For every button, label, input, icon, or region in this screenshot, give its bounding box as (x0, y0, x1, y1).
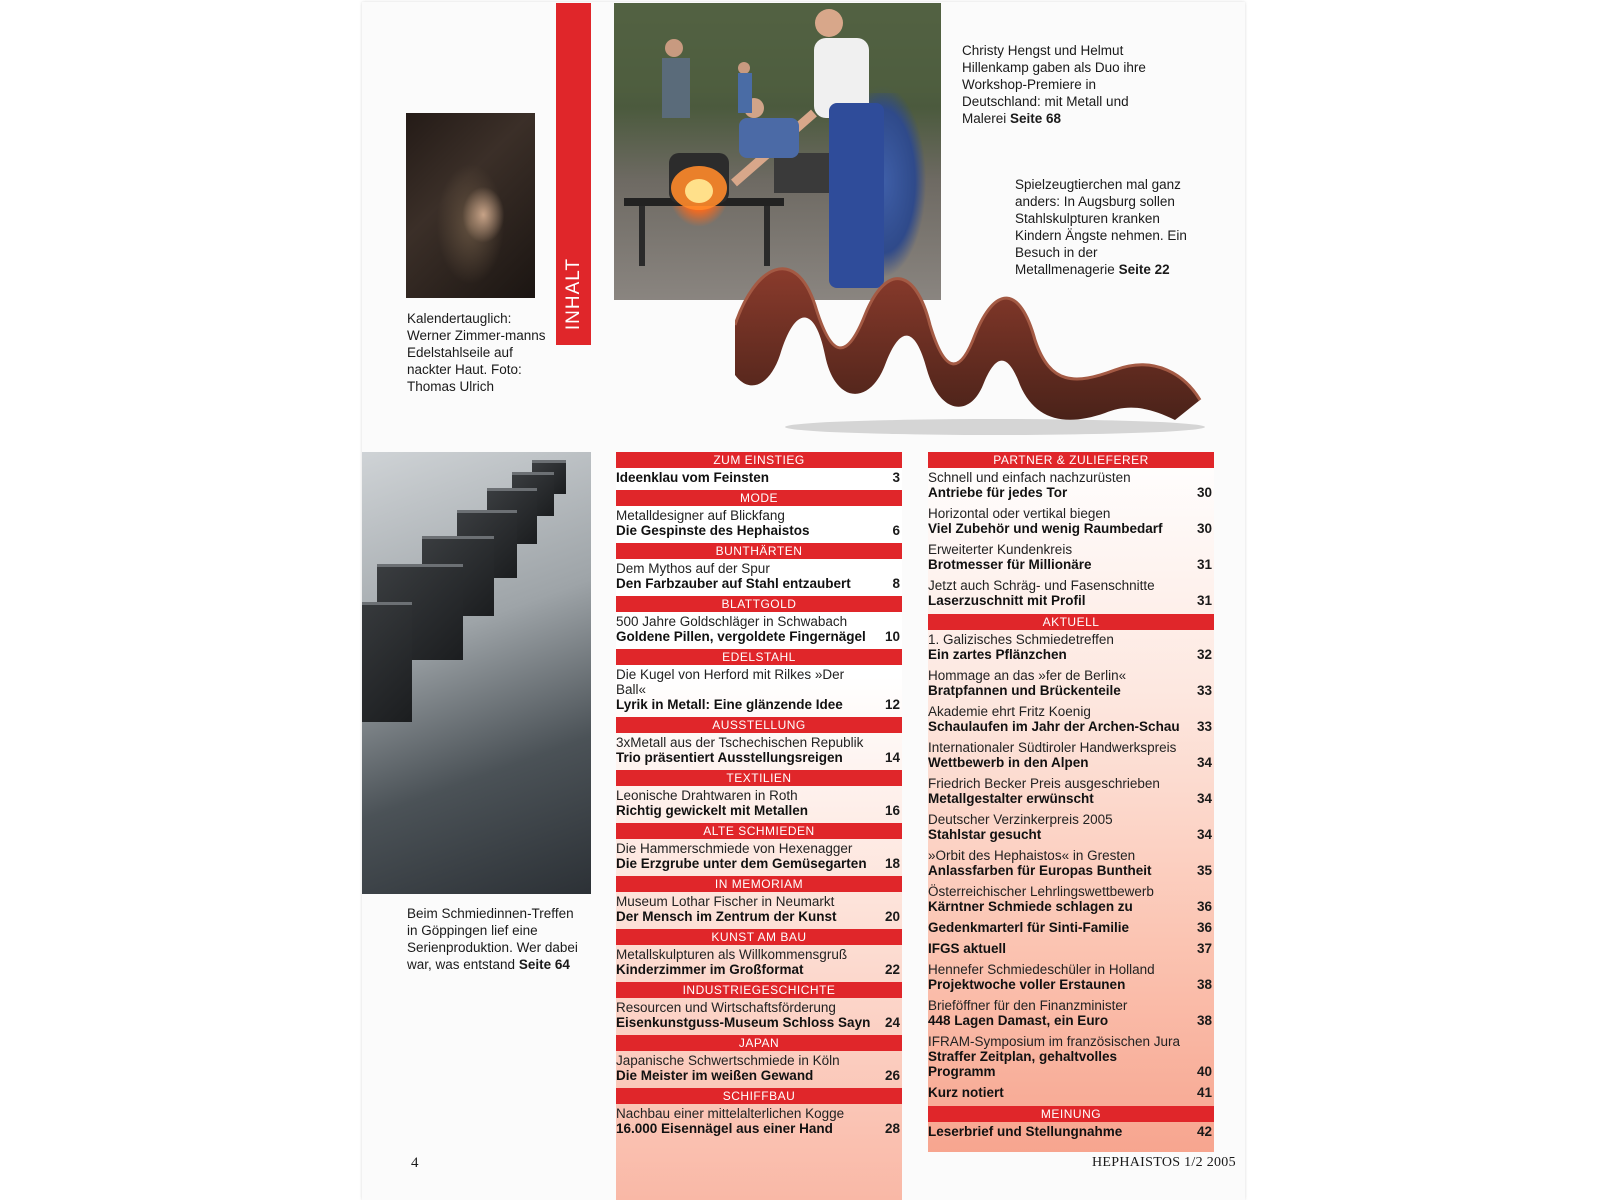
toc-entry-page-number: 24 (884, 1015, 900, 1030)
page-number: 4 (411, 1155, 419, 1171)
toc-entry-page-number: 30 (1196, 485, 1212, 500)
toc-entry-headline: Kinderzimmer im Großformat (616, 962, 804, 977)
toc-entry[interactable] (928, 941, 1214, 956)
toc-entry-headline: Lyrik in Metall: Eine glänzende Idee (616, 697, 843, 712)
photo-forged-cubes (362, 452, 591, 894)
toc-entry-page-number: 16 (884, 803, 900, 818)
toc-entry-headline: 16.000 Eisennägel aus einer Hand (616, 1121, 833, 1136)
toc-entry[interactable] (616, 667, 902, 712)
photo-woman-steel-ropes (406, 113, 535, 298)
toc-entry-headline: Den Farbzauber auf Stahl entzaubert (616, 576, 851, 591)
toc-entry-headline: Viel Zubehör und wenig Raumbedarf (928, 521, 1163, 536)
section-heading: JAPAN (616, 1035, 902, 1051)
section-heading: AKTUELL (928, 614, 1214, 630)
toc-entry[interactable] (616, 894, 902, 924)
toc-entry-kicker: Die Hammerschmiede von Hexenagger (616, 841, 853, 856)
toc-entry-page-number: 8 (892, 576, 900, 591)
section-heading: BUNTHÄRTEN (616, 543, 902, 559)
toc-entry-headline: Richtig gewickelt mit Metallen (616, 803, 809, 818)
caption-cubes-page-ref: Seite 64 (518, 957, 570, 972)
toc-entry-headline: Trio präsentiert Ausstellungsreigen (616, 750, 843, 765)
toc-entry[interactable] (928, 848, 1214, 878)
toc-entry-headline: Kurz notiert (928, 1085, 1004, 1100)
caption-toys-text: Spielzeugtierchen mal ganz anders: In Augsburg sollen Stahlskulpturen kranken Kindern Ängste nehmen. Ein Besuch in der Metallmenagerie (1015, 177, 1187, 277)
toc-entry-kicker: Dem Mythos auf der Spur (616, 561, 770, 576)
toc-entry-headline: Bratpfannen und Brückenteile (928, 683, 1121, 698)
toc-entry[interactable] (928, 884, 1214, 914)
section-heading: ALTE SCHMIEDEN (616, 823, 902, 839)
toc-entry-kicker: Resourcen und Wirtschaftsförderung (616, 1000, 836, 1015)
toc-entry-headline: Anlassfarben für Europas Buntheit (928, 863, 1152, 878)
toc-entry-kicker: Hommage an das »fer de Berlin« (928, 668, 1127, 683)
section-heading: TEXTILIEN (616, 770, 902, 786)
toc-right-column (928, 452, 1214, 1152)
toc-entry[interactable] (616, 947, 902, 977)
toc-entry-headline: Antriebe für jedes Tor (928, 485, 1068, 500)
toc-entry[interactable] (928, 740, 1214, 770)
toc-entry-page-number: 28 (884, 1121, 900, 1136)
caption-cubes-text: Beim Schmiedinnen-Treffen in Göppingen lief eine Serienproduktion. Wer dabei war, was entstand (407, 906, 578, 972)
toc-entry-headline: Kärntner Schmiede schlagen zu (928, 899, 1133, 914)
toc-entry-headline: Metallgestalter erwünscht (928, 791, 1094, 806)
toc-entry-page-number: 42 (1196, 1124, 1212, 1139)
caption-woman-text: Kalendertauglich: Werner Zimmer-manns Edelstahlseile auf nackter Haut. Foto: Thomas Ulrich (407, 311, 546, 394)
toc-entry-page-number: 31 (1196, 593, 1212, 608)
toc-entry[interactable] (928, 632, 1214, 662)
toc-left-column (616, 452, 902, 1200)
section-heading: PARTNER & ZULIEFERER (928, 452, 1214, 468)
toc-entry-page-number: 34 (1196, 791, 1212, 806)
toc-entry-page-number: 37 (1196, 941, 1212, 956)
toc-entry[interactable] (616, 1053, 902, 1083)
toc-entry-page-number: 38 (1196, 977, 1212, 992)
section-heading: EDELSTAHL (616, 649, 902, 665)
toc-entry[interactable] (928, 1085, 1214, 1100)
toc-entry-headline: Der Mensch im Zentrum der Kunst (616, 909, 837, 924)
toc-entry-kicker: Hennefer Schmiedeschüler in Holland (928, 962, 1155, 977)
toc-entry-headline: Leserbrief und Stellungnahme (928, 1124, 1123, 1139)
toc-entry-page-number: 30 (1196, 521, 1212, 536)
toc-entry[interactable] (928, 1034, 1214, 1079)
toc-entry-page-number: 3 (892, 470, 900, 485)
section-heading: AUSSTELLUNG (616, 717, 902, 733)
toc-entry-kicker: Deutscher Verzinkerpreis 2005 (928, 812, 1113, 827)
toc-entry[interactable] (928, 542, 1214, 572)
toc-entry-page-number: 34 (1196, 755, 1212, 770)
toc-entry-headline: Straffer Zeitplan, gehaltvolles Programm (928, 1049, 1118, 1079)
toc-entry-page-number: 20 (884, 909, 900, 924)
toc-entry-headline: Wettbewerb in den Alpen (928, 755, 1089, 770)
cube (362, 602, 412, 722)
section-heading: KUNST AM BAU (616, 929, 902, 945)
toc-entry-headline: Laserzuschnitt mit Profil (928, 593, 1086, 608)
toc-entry-headline: Ideenklau vom Feinsten (616, 470, 770, 485)
toc-entry[interactable] (928, 812, 1214, 842)
toc-entry[interactable] (616, 470, 902, 485)
toc-entry-headline: Die Erzgrube unter dem Gemüsegarten (616, 856, 867, 871)
toc-entry-page-number: 18 (884, 856, 900, 871)
toc-entry-page-number: 12 (884, 697, 900, 712)
section-heading: MODE (616, 490, 902, 506)
section-heading: BLATTGOLD (616, 596, 902, 612)
toc-entry-page-number: 33 (1196, 719, 1212, 734)
toc-entry[interactable] (928, 506, 1214, 536)
section-heading: ZUM EINSTIEG (616, 452, 902, 468)
contents-tab-label: INHALT (562, 257, 584, 331)
caption-toys-page-ref: Seite 22 (1118, 262, 1170, 277)
toc-entry-headline: Goldene Pillen, vergoldete Fingernägel (616, 629, 866, 644)
toc-entry-page-number: 14 (884, 750, 900, 765)
toc-entry[interactable] (928, 704, 1214, 734)
toc-entry-page-number: 35 (1196, 863, 1212, 878)
toc-entry[interactable] (616, 508, 902, 538)
section-heading: IN MEMORIAM (616, 876, 902, 892)
toc-entry-page-number: 31 (1196, 557, 1212, 572)
toc-entry-page-number: 40 (1196, 1064, 1212, 1079)
toc-entry-headline: Eisenkunstguss-Museum Schloss Sayn (616, 1015, 871, 1030)
toc-entry[interactable] (616, 735, 902, 765)
toc-entry-headline: Brotmesser für Millionäre (928, 557, 1092, 572)
toc-entry-page-number: 32 (1196, 647, 1212, 662)
toc-entry-headline: Projektwoche voller Erstaunen (928, 977, 1126, 992)
toc-entry-kicker: Erweiterter Kundenkreis (928, 542, 1073, 557)
toc-entry[interactable] (616, 841, 902, 871)
toc-entry-kicker: 1. Galizisches Schmiedetreffen (928, 632, 1114, 647)
toc-entry-headline: Stahlstar gesucht (928, 827, 1042, 842)
toc-entry[interactable] (616, 1106, 902, 1136)
toc-entry-kicker: IFRAM-Symposium im französischen Jura (928, 1034, 1181, 1049)
toc-entry-kicker: Internationaler Südtiroler Handwerkspreis (928, 740, 1177, 755)
magazine-issue-footer: HEPHAISTOS 1/2 2005 (1092, 1155, 1236, 1170)
toc-entry-page-number: 26 (884, 1068, 900, 1083)
section-heading: INDUSTRIEGESCHICHTE (616, 982, 902, 998)
section-heading: MEINUNG (928, 1106, 1214, 1122)
toc-entry-kicker: Metallskulpturen als Willkommensgruß (616, 947, 848, 962)
toc-entry-headline: Ein zartes Pflänzchen (928, 647, 1067, 662)
toc-entry-page-number: 33 (1196, 683, 1212, 698)
toc-entry-page-number: 10 (884, 629, 900, 644)
toc-entry-headline: Die Meister im weißen Gewand (616, 1068, 814, 1083)
toc-entry-kicker: Brieföffner für den Finanzminister (928, 998, 1128, 1013)
toc-entry-kicker: Japanische Schwertschmiede in Köln (616, 1053, 840, 1068)
toc-entry-page-number: 22 (884, 962, 900, 977)
section-heading: SCHIFFBAU (616, 1088, 902, 1104)
toc-entry-kicker: Leonische Drahtwaren in Roth (616, 788, 798, 803)
toc-entry[interactable] (928, 578, 1214, 608)
toc-entry-page-number: 36 (1196, 899, 1212, 914)
toc-entry-headline: Schaulaufen im Jahr der Archen-Schau (928, 719, 1180, 734)
toc-entry-headline: Die Gespinste des Hephaistos (616, 523, 810, 538)
toc-entry[interactable] (616, 614, 902, 644)
contents-tab (556, 3, 591, 345)
toc-entry-kicker: 500 Jahre Goldschläger in Schwabach (616, 614, 848, 629)
toc-entry-kicker: Schnell und einfach nachzurüsten (928, 470, 1131, 485)
toc-entry[interactable] (928, 962, 1214, 992)
toc-entry[interactable] (928, 776, 1214, 806)
toc-entry-page-number: 6 (892, 523, 900, 538)
toc-entry-kicker: Österreichischer Lehrlingswettbewerb (928, 884, 1154, 899)
toc-entry-page-number: 38 (1196, 1013, 1212, 1028)
toc-entry-page-number: 41 (1196, 1085, 1212, 1100)
caption-smiths (962, 42, 1162, 127)
toc-entry-kicker: Nachbau einer mittelalterlichen Kogge (616, 1106, 845, 1121)
toc-entry-page-number: 36 (1196, 920, 1212, 935)
toc-entry[interactable] (928, 668, 1214, 698)
toc-entry-kicker: Die Kugel von Herford mit Rilkes »Der Ball« (616, 667, 845, 697)
toc-entry-kicker: Akademie ehrt Fritz Koenig (928, 704, 1091, 719)
toc-entry-kicker: »Orbit des Hephaistos« in Gresten (928, 848, 1136, 863)
toc-entry-headline: IFGS aktuell (928, 941, 1007, 956)
caption-cubes (407, 905, 582, 973)
toc-entry-page-number: 34 (1196, 827, 1212, 842)
caption-toys (1015, 176, 1195, 278)
toc-entry[interactable] (928, 998, 1214, 1028)
toc-entry[interactable] (616, 1000, 902, 1030)
caption-smiths-page-ref: Seite 68 (1010, 111, 1062, 126)
toc-entry[interactable] (616, 788, 902, 818)
toc-entry-kicker: 3xMetall aus der Tschechischen Republik (616, 735, 864, 750)
toc-entry-kicker: Friedrich Becker Preis ausgeschrieben (928, 776, 1160, 791)
toc-entry-kicker: Metalldesigner auf Blickfang (616, 508, 785, 523)
toc-entry-kicker: Museum Lothar Fischer in Neumarkt (616, 894, 835, 909)
caption-woman (407, 310, 547, 395)
toc-entry[interactable] (928, 1124, 1214, 1139)
toc-entry[interactable] (928, 470, 1214, 500)
toc-entry[interactable] (616, 561, 902, 591)
caption-smiths-text: Christy Hengst und Helmut Hillenkamp gaben als Duo ihre Workshop-Premiere in Deutschland: mit Metall und Malerei (962, 43, 1146, 126)
toc-entry-headline: Gedenkmarterl für Sinti-Familie (928, 920, 1130, 935)
toc-entry-kicker: Horizontal oder vertikal biegen (928, 506, 1111, 521)
toc-entry[interactable] (928, 920, 1214, 935)
toc-entry-headline: 448 Lagen Damast, ein Euro (928, 1013, 1109, 1028)
toc-entry-kicker: Jetzt auch Schräg- und Fasenschnitte (928, 578, 1155, 593)
